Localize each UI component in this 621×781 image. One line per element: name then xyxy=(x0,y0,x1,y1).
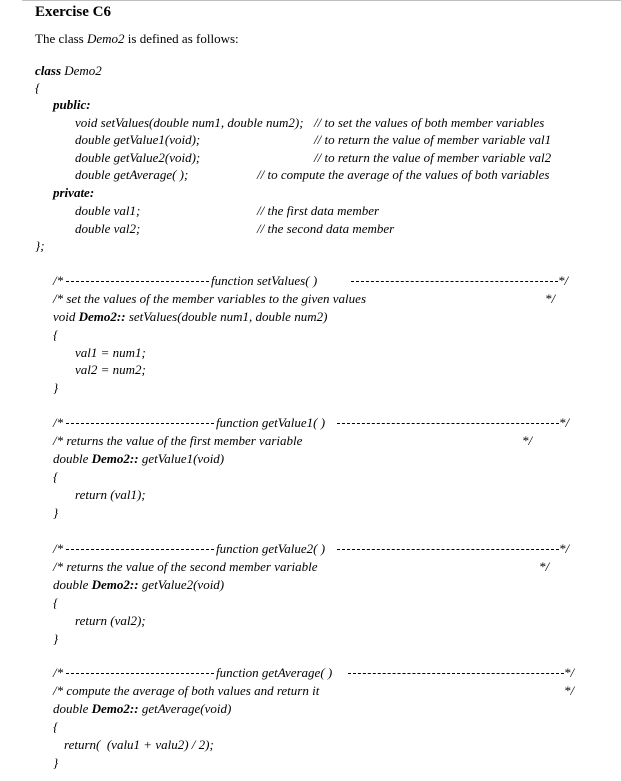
header-dashes-left xyxy=(66,673,214,674)
function-header-open: /* xyxy=(53,415,64,430)
description-close: */ xyxy=(545,291,556,306)
function-header-label: function getAverage( ) xyxy=(216,665,333,680)
function-close-brace: } xyxy=(53,505,59,520)
member-code: void setValues(double num1, double num2); xyxy=(75,115,304,130)
function-open-brace: { xyxy=(53,469,59,484)
function-signature: double Demo2:: getAverage(void) xyxy=(53,701,232,716)
function-close-brace: } xyxy=(53,380,59,395)
private-label: private: xyxy=(53,185,95,200)
function-signature: double Demo2:: getValue2(void) xyxy=(53,577,225,592)
member-comment: // to return the value of member variable val1 xyxy=(314,132,552,147)
function-close-brace: } xyxy=(53,755,59,770)
function-body-line: return (val2); xyxy=(75,613,146,628)
function-header-open: /* xyxy=(53,273,64,288)
function-header-open: /* xyxy=(53,541,64,556)
function-open-brace: { xyxy=(53,719,59,734)
function-header-label: function setValues( ) xyxy=(211,273,318,288)
exercise-title: Exercise C6 xyxy=(35,4,111,20)
function-header-label: function getValue2( ) xyxy=(216,541,326,556)
member-comment: // to compute the average of the values of both variables xyxy=(257,167,550,182)
function-header-label: function getValue1( ) xyxy=(216,415,326,430)
member-comment: // the first data member xyxy=(257,203,380,218)
member-code: double getAverage( ); xyxy=(75,167,189,182)
function-header-close: */ xyxy=(558,273,569,288)
function-open-brace: { xyxy=(53,327,59,342)
member-code: double val2; xyxy=(75,221,141,236)
description-close: */ xyxy=(564,683,575,698)
description-close: */ xyxy=(522,433,533,448)
function-header-close: */ xyxy=(559,541,570,556)
function-signature: void Demo2:: setValues(double num1, double num2) xyxy=(53,309,328,324)
function-body-line: val2 = num2; xyxy=(75,362,146,377)
member-comment: // to set the values of both member variables xyxy=(314,115,545,130)
function-description: /* returns the value of the second member variable xyxy=(53,559,318,574)
top-rule xyxy=(22,0,621,1)
function-header-close: */ xyxy=(564,665,575,680)
member-comment: // to return the value of member variable val2 xyxy=(314,150,552,165)
function-body-line: return( (valu1 + valu2) / 2); xyxy=(64,737,214,752)
function-signature: double Demo2:: getValue1(void) xyxy=(53,451,225,466)
member-code: double val1; xyxy=(75,203,141,218)
function-header-open: /* xyxy=(53,665,64,680)
function-description: /* compute the average of both values and return it xyxy=(53,683,320,698)
public-label: public: xyxy=(53,97,91,112)
function-open-brace: { xyxy=(53,595,59,610)
header-dashes-left xyxy=(66,549,214,550)
function-header-close: */ xyxy=(559,415,570,430)
function-description: /* returns the value of the first member variable xyxy=(53,433,303,448)
member-code: double getValue1(void); xyxy=(75,132,201,147)
header-dashes-right xyxy=(337,549,559,550)
function-description: /* set the values of the member variables to the given values xyxy=(53,291,367,306)
function-close-brace: } xyxy=(53,631,59,646)
class-close: }; xyxy=(35,238,45,253)
function-body-line: val1 = num1; xyxy=(75,345,146,360)
header-dashes-left xyxy=(66,281,209,282)
class-open-brace: { xyxy=(35,80,41,95)
member-code: double getValue2(void); xyxy=(75,150,201,165)
header-dashes-right xyxy=(351,281,558,282)
header-dashes-right xyxy=(337,423,559,424)
header-dashes-right xyxy=(348,673,564,674)
function-body-line: return (val1); xyxy=(75,487,146,502)
intro-text: The class Demo2 is defined as follows: xyxy=(35,31,239,46)
header-dashes-left xyxy=(66,423,214,424)
member-comment: // the second data member xyxy=(257,221,395,236)
class-header: class Demo2 xyxy=(35,63,102,78)
description-close: */ xyxy=(539,559,550,574)
